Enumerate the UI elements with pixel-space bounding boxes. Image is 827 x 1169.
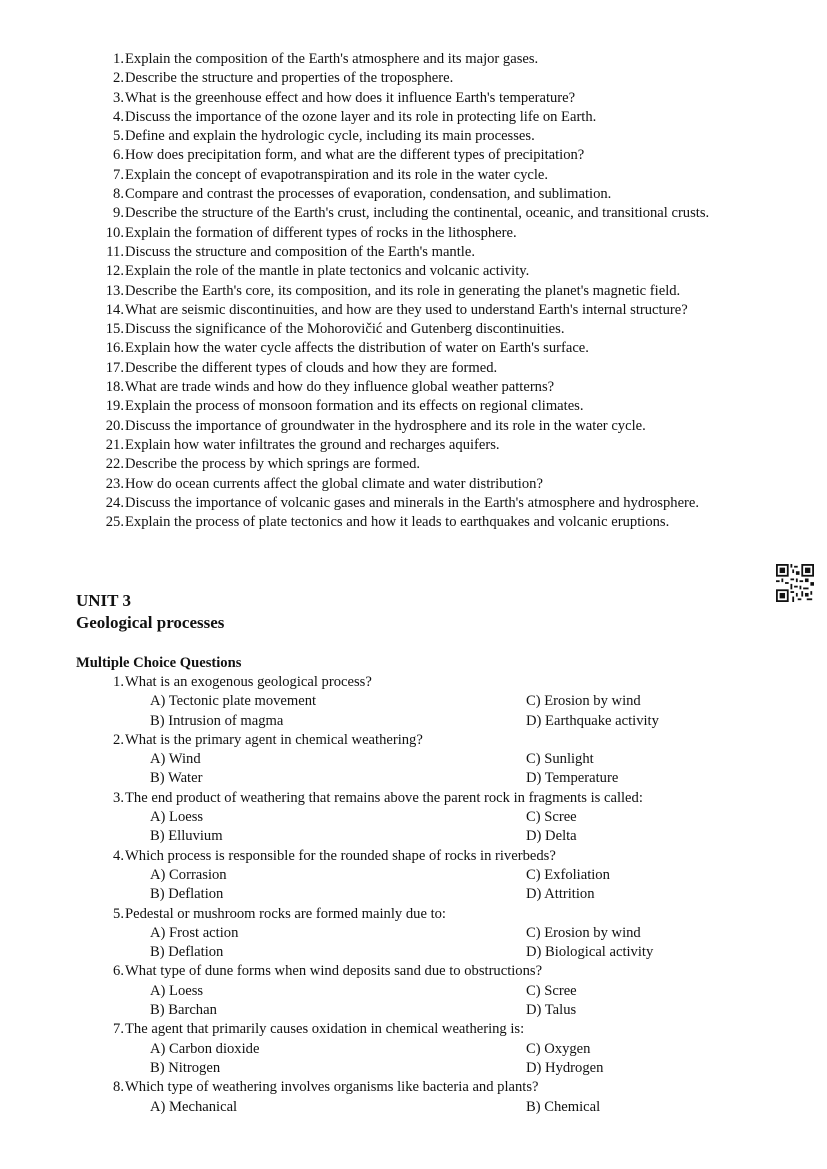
mcq-number: 8. bbox=[113, 1079, 124, 1096]
mcq-number: 2. bbox=[113, 731, 124, 748]
mcq-number: 5. bbox=[113, 905, 124, 922]
question-number: 25. bbox=[105, 514, 124, 531]
question-number: 9. bbox=[113, 205, 124, 222]
question-text: Discuss the importance of volcanic gases and minerals in the Earth's atmosphere and hydrosphere. bbox=[125, 494, 700, 511]
question-number: 6. bbox=[113, 147, 124, 164]
mcq-item bbox=[76, 731, 776, 789]
mcq-option: A) Wind bbox=[150, 751, 201, 768]
list-item bbox=[76, 50, 776, 69]
question-number: 21. bbox=[105, 436, 124, 453]
mcq-number: 7. bbox=[113, 1021, 124, 1038]
question-number: 11. bbox=[106, 243, 124, 260]
mcq-option: C) Erosion by wind bbox=[526, 693, 641, 710]
question-number: 19. bbox=[105, 398, 124, 415]
mcq-question: What is the primary agent in chemical weathering? bbox=[125, 731, 423, 748]
question-text: Discuss the significance of the Mohorovičić and Gutenberg discontinuities. bbox=[125, 321, 565, 338]
list-item bbox=[76, 378, 776, 397]
question-number: 1. bbox=[113, 51, 124, 67]
question-number: 22. bbox=[105, 456, 124, 473]
question-text: Explain the process of monsoon formation and its effects on regional climates. bbox=[125, 398, 584, 415]
mcq-option: B) Nitrogen bbox=[150, 1059, 221, 1076]
mcq-option: C) Erosion by wind bbox=[526, 924, 641, 941]
question-number: 17. bbox=[105, 359, 124, 376]
unit-header bbox=[76, 590, 224, 634]
mcq-option: B) Water bbox=[150, 770, 203, 787]
mcq-number: 3. bbox=[113, 789, 124, 806]
question-text: Explain the process of plate tectonics and how it leads to earthquakes and volcanic eruptions. bbox=[125, 514, 670, 531]
mcq-item bbox=[76, 905, 776, 963]
question-number: 12. bbox=[105, 263, 124, 280]
mcq-option: B) Intrusion of magma bbox=[150, 712, 284, 729]
list-item bbox=[76, 127, 776, 146]
mcq-item bbox=[76, 789, 776, 847]
question-number: 3. bbox=[113, 89, 124, 106]
question-list bbox=[76, 50, 776, 532]
list-item bbox=[76, 417, 776, 436]
unit-title: UNIT 3 bbox=[76, 591, 131, 610]
mcq-option: D) Temperature bbox=[526, 770, 619, 787]
mcq-option: C) Oxygen bbox=[526, 1040, 591, 1057]
question-text: Discuss the importance of groundwater in the hydrosphere and its role in the water cycle. bbox=[125, 417, 646, 434]
mcq-option: D) Hydrogen bbox=[526, 1059, 604, 1076]
list-item bbox=[76, 339, 776, 358]
question-number: 18. bbox=[105, 379, 124, 396]
mcq-question: The end product of weathering that remains above the parent rock in fragments is called: bbox=[125, 789, 643, 806]
question-number: 7. bbox=[113, 166, 124, 183]
list-item bbox=[76, 89, 776, 108]
question-text: How do ocean currents affect the global climate and water distribution? bbox=[125, 475, 543, 492]
mcq-option: A) Frost action bbox=[150, 924, 239, 941]
question-number: 10. bbox=[105, 224, 124, 241]
mcq-question: Pedestal or mushroom rocks are formed mainly due to: bbox=[125, 905, 446, 922]
question-text: Explain the formation of different types of rocks in the lithosphere. bbox=[125, 224, 517, 241]
question-text: Explain how the water cycle affects the distribution of water on Earth's surface. bbox=[125, 340, 589, 357]
mcq-item bbox=[76, 962, 776, 1020]
question-text: Explain the composition of the Earth's atmosphere and its major gases. bbox=[125, 51, 539, 67]
question-text: Explain the concept of evapotranspiration and its role in the water cycle. bbox=[125, 166, 549, 183]
mcq-option: C) Sunlight bbox=[526, 751, 594, 768]
list-item bbox=[76, 320, 776, 339]
mcq-option: C) Scree bbox=[526, 809, 577, 826]
question-text: Describe the process by which springs are formed. bbox=[125, 456, 421, 473]
list-item bbox=[76, 224, 776, 243]
mcq-item bbox=[76, 673, 776, 731]
list-item bbox=[76, 301, 776, 320]
question-text: Describe the different types of clouds and how they are formed. bbox=[125, 359, 498, 376]
unit-subtitle: Geological processes bbox=[76, 613, 225, 632]
question-text: Compare and contrast the processes of evaporation, condensation, and sublimation. bbox=[125, 186, 612, 203]
mcq-option: A) Loess bbox=[150, 809, 204, 826]
question-number: 8. bbox=[113, 186, 124, 203]
question-number: 14. bbox=[105, 301, 124, 318]
list-item bbox=[76, 262, 776, 281]
question-number: 20. bbox=[105, 417, 124, 434]
list-item bbox=[76, 185, 776, 204]
question-number: 16. bbox=[105, 340, 124, 357]
list-item bbox=[76, 513, 776, 532]
list-item bbox=[76, 243, 776, 262]
question-text: What are trade winds and how do they influence global weather patterns? bbox=[125, 379, 555, 396]
mcq-list bbox=[76, 673, 776, 1117]
question-number: 4. bbox=[113, 108, 124, 125]
mcq-number: 4. bbox=[113, 847, 124, 864]
question-number: 15. bbox=[105, 321, 124, 338]
mcq-option: D) Earthquake activity bbox=[526, 712, 659, 729]
list-item bbox=[76, 69, 776, 88]
mcq-question: The agent that primarily causes oxidation in chemical weathering is: bbox=[125, 1021, 525, 1038]
question-text: How does precipitation form, and what are the different types of precipitation? bbox=[125, 147, 585, 164]
mcq-option: B) Deflation bbox=[150, 886, 224, 903]
mcq-question: Which type of weathering involves organisms like bacteria and plants? bbox=[125, 1079, 539, 1096]
mcq-question: What is an exogenous geological process? bbox=[125, 674, 372, 690]
mcq-option: C) Scree bbox=[526, 982, 577, 999]
mcq-item bbox=[76, 1020, 776, 1078]
question-text: Discuss the structure and composition of the Earth's mantle. bbox=[125, 243, 475, 260]
list-item bbox=[76, 494, 776, 513]
mcq-option: B) Deflation bbox=[150, 944, 224, 961]
mcq-option: C) Exfoliation bbox=[526, 866, 610, 883]
list-item bbox=[76, 146, 776, 165]
mcq-number: 6. bbox=[113, 963, 124, 980]
mcq-option: A) Carbon dioxide bbox=[150, 1040, 260, 1057]
mcq-number: 1. bbox=[113, 674, 124, 690]
mcq-option: A) Tectonic plate movement bbox=[150, 693, 317, 710]
question-text: Explain the role of the mantle in plate tectonics and volcanic activity. bbox=[125, 263, 530, 280]
question-number: 13. bbox=[105, 282, 124, 299]
question-number: 24. bbox=[105, 494, 124, 511]
list-item bbox=[76, 475, 776, 494]
section-heading: Multiple Choice Questions bbox=[76, 655, 242, 671]
question-text: What are seismic discontinuities, and how are they used to understand Earth's internal structure? bbox=[125, 301, 688, 318]
question-text: Describe the Earth's core, its composition, and its role in generating the planet's magnetic field. bbox=[125, 282, 681, 299]
mcq-option: B) Elluvium bbox=[150, 828, 223, 845]
mcq-question: What type of dune forms when wind deposits sand due to obstructions? bbox=[125, 963, 543, 980]
question-number: 2. bbox=[113, 70, 124, 87]
question-text: Explain how water infiltrates the ground and recharges aquifers. bbox=[125, 436, 500, 453]
list-item bbox=[76, 359, 776, 378]
question-text: Discuss the importance of the ozone layer and its role in protecting life on Earth. bbox=[125, 108, 597, 125]
list-item bbox=[76, 436, 776, 455]
mcq-item bbox=[76, 847, 776, 905]
question-text: Define and explain the hydrologic cycle, including its main processes. bbox=[125, 128, 535, 145]
mcq-item bbox=[76, 1078, 776, 1117]
qr-code-icon bbox=[776, 564, 814, 602]
question-text: Describe the structure and properties of the troposphere. bbox=[125, 70, 454, 87]
mcq-option: A) Loess bbox=[150, 982, 204, 999]
mcq-option: D) Delta bbox=[526, 828, 577, 845]
mcq-option: D) Attrition bbox=[526, 886, 595, 903]
list-item bbox=[76, 204, 776, 223]
list-item bbox=[76, 397, 776, 416]
question-text: Describe the structure of the Earth's crust, including the continental, oceanic, and transitional crusts. bbox=[125, 205, 710, 222]
list-item bbox=[76, 455, 776, 474]
question-number: 23. bbox=[105, 475, 124, 492]
list-item bbox=[76, 282, 776, 301]
mcq-option: A) Mechanical bbox=[150, 1098, 238, 1115]
mcq-question: Which process is responsible for the rounded shape of rocks in riverbeds? bbox=[125, 847, 556, 864]
question-text: What is the greenhouse effect and how does it influence Earth's temperature? bbox=[125, 89, 576, 106]
mcq-option: B) Chemical bbox=[526, 1098, 601, 1115]
mcq-option: D) Biological activity bbox=[526, 944, 654, 961]
mcq-option: D) Talus bbox=[526, 1002, 577, 1019]
question-number: 5. bbox=[113, 128, 124, 145]
mcq-option: B) Barchan bbox=[150, 1002, 217, 1019]
list-item bbox=[76, 108, 776, 127]
list-item bbox=[76, 166, 776, 185]
mcq-option: A) Corrasion bbox=[150, 866, 227, 883]
